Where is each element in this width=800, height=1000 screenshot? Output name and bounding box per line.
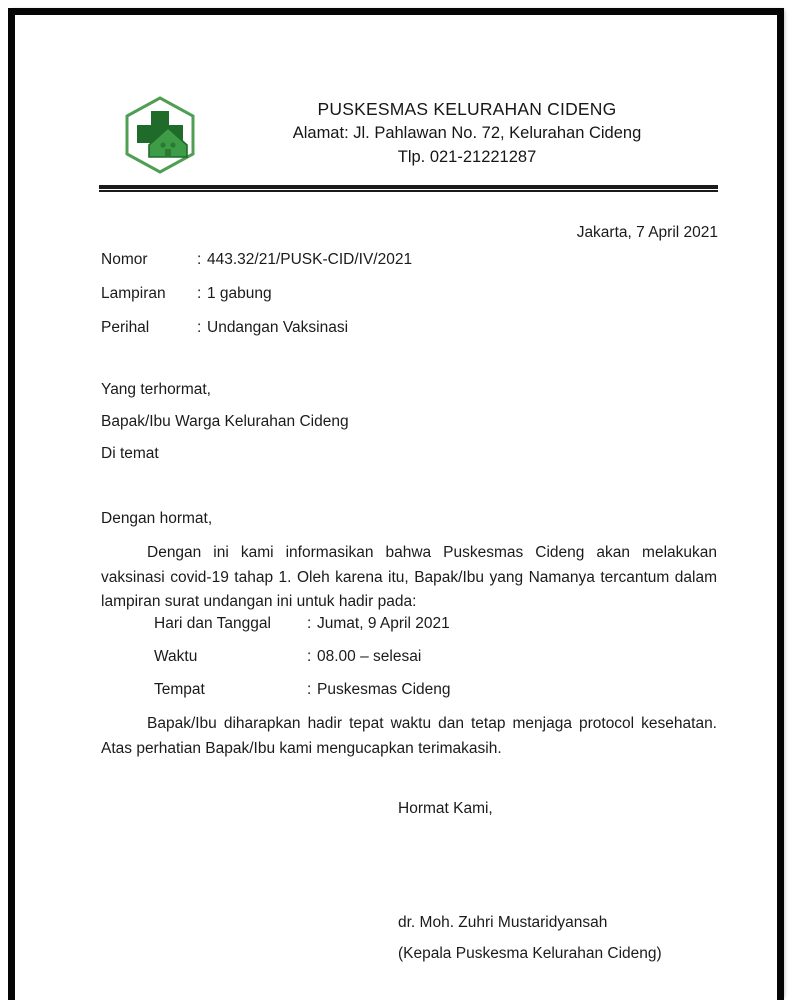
event-details-block — [154, 615, 714, 714]
organization-address: Alamat: Jl. Pahlawan No. 72, Kelurahan Cideng — [292, 124, 642, 142]
letter-page — [15, 15, 777, 1000]
signatory-title: (Kepala Puskesma Kelurahan Cideng) — [398, 945, 662, 962]
event-value-place: Puskesmas Cideng — [317, 681, 451, 698]
body-paragraph-1: Dengan ini kami informasikan bahwa Puskesmas Cideng akan melakukan vaksinasi covid-19 tahap 1. Oleh karena itu, Bapak/Ibu yang Namanya tercantum dalam lampiran surat undangan ini untuk hadir pada: — [101, 544, 717, 610]
event-row-date — [154, 615, 714, 648]
event-separator: : — [307, 681, 312, 698]
signature-block — [398, 799, 718, 969]
page-border — [8, 8, 784, 1000]
signature-space — [398, 819, 718, 907]
event-row-place — [154, 681, 714, 714]
reference-row-perihal — [101, 319, 701, 353]
organization-name: PUSKESMAS KELURAHAN CIDENG — [317, 99, 617, 119]
reference-row-nomor — [101, 251, 701, 285]
reference-block — [101, 251, 701, 353]
event-separator: : — [307, 615, 312, 632]
event-label-time: Waktu — [154, 648, 198, 665]
event-row-time — [154, 648, 714, 681]
reference-separator: : — [197, 319, 202, 336]
reference-label-lampiran: Lampiran — [101, 285, 166, 302]
letterhead — [15, 87, 777, 183]
event-value-time: 08.00 – selesai — [317, 648, 422, 665]
event-label-place: Tempat — [154, 681, 205, 698]
addressee-line-recipient: Bapak/Ibu Warga Kelurahan Cideng — [101, 413, 349, 430]
addressee-block — [101, 381, 701, 477]
signature-regards: Hormat Kami, — [398, 800, 493, 817]
reference-value-nomor: 443.32/21/PUSK-CID/IV/2021 — [207, 251, 413, 268]
organization-phone: Tlp. 021-21221287 — [397, 148, 537, 166]
organization-header — [211, 97, 723, 169]
puskesmas-logo-icon — [121, 95, 199, 175]
reference-value-lampiran: 1 gabung — [207, 285, 272, 302]
signatory-name: dr. Moh. Zuhri Mustaridyansah — [398, 914, 608, 931]
event-value-date: Jumat, 9 April 2021 — [317, 615, 450, 632]
divider-thick-line — [99, 185, 718, 189]
salutation: Dengan hormat, — [101, 510, 213, 527]
reference-label-nomor: Nomor — [101, 251, 148, 268]
reference-separator: : — [197, 251, 202, 268]
addressee-line-greeting: Yang terhormat, — [101, 381, 211, 398]
event-label-date: Hari dan Tanggal — [154, 615, 271, 632]
body-paragraph-2: Bapak/Ibu diharapkan hadir tepat waktu dan tetap menjaga protocol kesehatan. Atas perhatian Bapak/Ibu kami mengucapkan terimakasih. — [101, 715, 717, 757]
reference-label-perihal: Perihal — [101, 319, 150, 336]
addressee-line-place: Di temat — [101, 445, 159, 462]
reference-value-perihal: Undangan Vaksinasi — [207, 319, 349, 336]
divider-thin-line — [99, 190, 718, 192]
letterhead-divider — [99, 185, 718, 192]
dateline: Jakarta, 7 April 2021 — [576, 224, 718, 241]
event-separator: : — [307, 648, 312, 665]
reference-separator: : — [197, 285, 202, 302]
reference-row-lampiran — [101, 285, 701, 319]
